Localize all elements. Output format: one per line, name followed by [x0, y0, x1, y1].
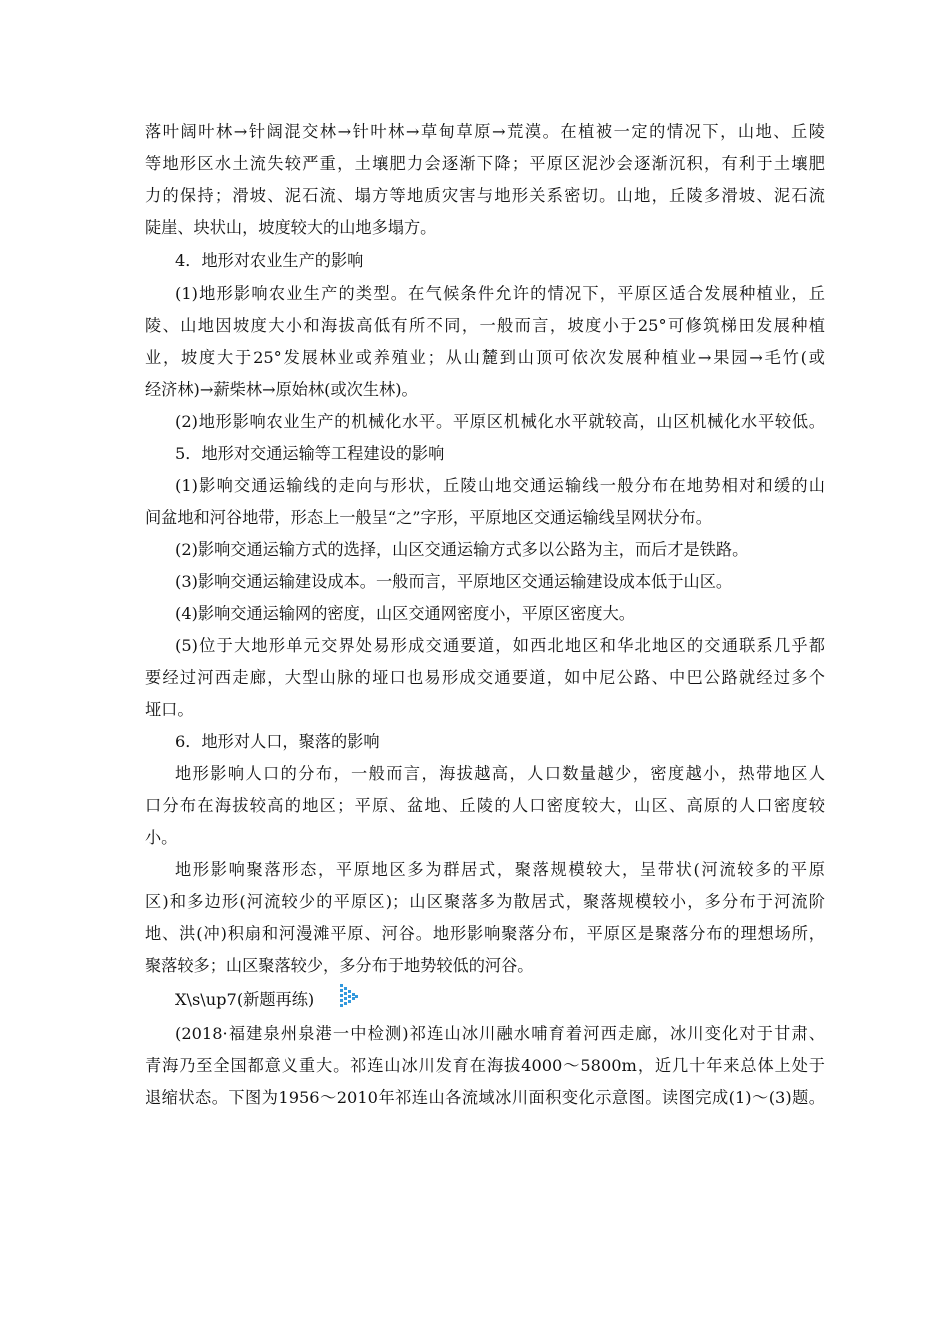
text-line: 陡崖、块状山，坡度较大的山地多塌方。: [145, 218, 437, 237]
text-line: 间盆地和河谷地带，形态上一般呈“之”字形，平原地区交通运输线呈网状分布。: [145, 508, 712, 527]
text-line: 力的保持；滑坡、泥石流、塌方等地质灾害与地形关系密切。山地，丘陵多滑坡、泥石流: [145, 186, 825, 205]
text-line: (4)影响交通运输网的密度，山区交通网密度小，平原区密度大。: [175, 604, 635, 623]
section-heading: 6．地形对人口，聚落的影响: [175, 732, 380, 751]
section-heading: 5．地形对交通运输等工程建设的影响: [175, 444, 445, 463]
section-heading: 4．地形对农业生产的影响: [175, 251, 364, 270]
text-line: 聚落较多；山区聚落较少，多分布于地势较低的河谷。: [145, 956, 534, 975]
text-line: (1)影响交通运输线的走向与形状，丘陵山地交通运输线一般分布在地势相对和缓的山: [175, 476, 825, 495]
text-line: (3)影响交通运输建设成本。一般而言，平原地区交通运输建设成本低于山区。: [175, 572, 733, 591]
text-line: 垭口。: [145, 700, 194, 719]
text-line: (5)位于大地形单元交界处易形成交通要道，如西北地区和华北地区的交通联系几乎都: [175, 636, 825, 655]
text-line: 陵、山地因坡度大小和海拔高低有所不同，一般而言，坡度小于25°可修筑梯田发展种植: [145, 316, 825, 335]
text-line: 等地形区水土流失较严重，土壤肥力会逐渐下降；平原区泥沙会逐渐沉积，有利于土壤肥: [145, 154, 825, 173]
section-marker-label: X\s\up7(新题再练): [175, 990, 315, 1009]
dotted-triangle-arrow-icon: [339, 983, 359, 1011]
text-line: 地形影响人口的分布，一般而言，海拔越高，人口数量越少，密度越小，热带地区人: [175, 764, 825, 783]
text-line: 区)和多边形(河流较少的平原区)；山区聚落多为散居式，聚落规模较小，多分布于河流阶: [145, 892, 825, 911]
text-line: 青海乃至全国都意义重大。祁连山冰川发育在海拔4000～5800m，近几十年来总体上处于: [145, 1056, 825, 1075]
text-line: (2)地形影响农业生产的机械化水平。平原区机械化水平就较高，山区机械化水平较低。: [175, 412, 825, 431]
text-line: 业，坡度大于25°发展林业或养殖业；从山麓到山顶可依次发展种植业→果园→毛竹(或: [145, 348, 825, 367]
text-line: (2)影响交通运输方式的选择，山区交通运输方式多以公路为主，而后才是铁路。: [175, 540, 749, 559]
text-line: 退缩状态。下图为1956～2010年祁连山各流域冰川面积变化示意图。读图完成(1)～(3)题。: [145, 1088, 825, 1107]
text-line: 口分布在海拔较高的地区；平原、盆地、丘陵的人口密度较大，山区、高原的人口密度较: [145, 796, 825, 815]
text-line: (2018·福建泉州泉港一中检测)祁连山冰川融水哺育着河西走廊，冰川变化对于甘肃、: [175, 1024, 825, 1043]
text-line: 地形影响聚落形态，平原地区多为群居式，聚落规模较大，呈带状(河流较多的平原: [175, 860, 825, 879]
text-line: 经济林)→薪柴林→原始林(或次生林)。: [145, 380, 418, 399]
text-line: 落叶阔叶林→针阔混交林→针叶林→草甸草原→荒漠。在植被一定的情况下，山地、丘陵: [145, 122, 825, 141]
text-line: 地、洪(冲)积扇和河漫滩平原、河谷。地形影响聚落分布，平原区是聚落分布的理想场所，: [145, 924, 825, 943]
text-line: 要经过河西走廊，大型山脉的垭口也易形成交通要道，如中尼公路、中巴公路就经过多个: [145, 668, 825, 687]
text-line: 小。: [145, 828, 178, 847]
text-line: (1)地形影响农业生产的类型。在气候条件允许的情况下，平原区适合发展种植业，丘: [175, 284, 825, 303]
